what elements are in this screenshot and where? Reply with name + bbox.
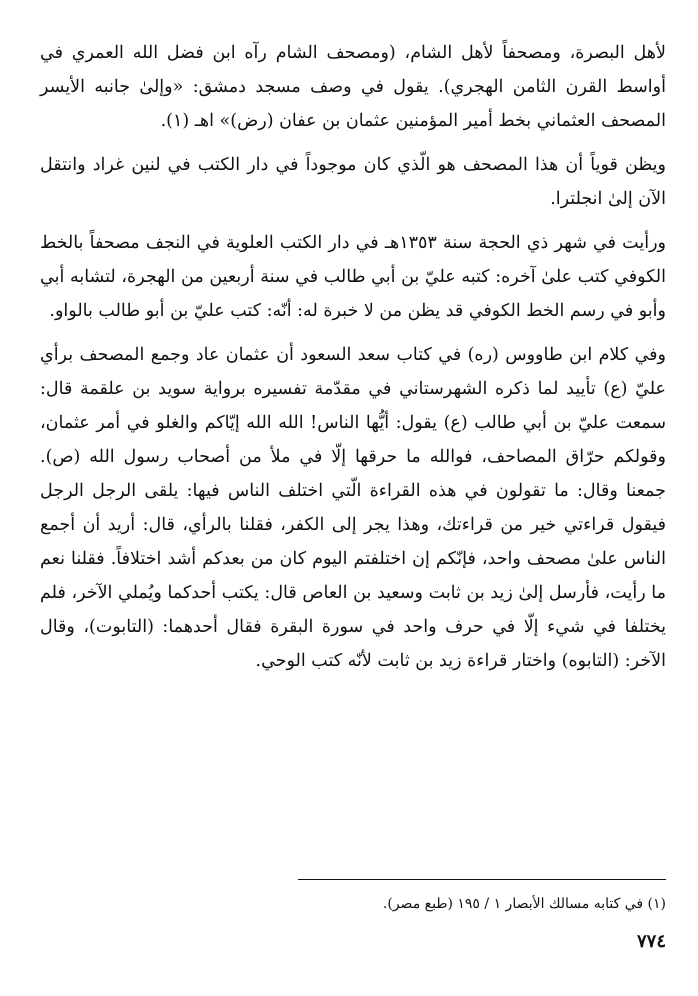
footnote-divider	[298, 879, 666, 880]
paragraph-3: ورأيت في شهر ذي الحجة سنة ١٣٥٣هـ في دار الكتب العلوية في النجف مصحفاً بالخط الكوفي كتب علىٰ آخره: كتبه عليّ بن أبي طالب في سنة أربعين من الهجرة، لتشابه أبي وأبو في رسم الخط الكوفي قد يظن من لا خبرة له: أنّه: كتب عليّ بن أبو طالب بالواو.	[40, 233, 666, 321]
paragraph-4: وفي كلام ابن طاووس (ره) في كتاب سعد السعود أن عثمان عاد وجمع المصحف برأي عليّ (ع) تأييد لما ذكره الشهرستاني في مقدّمة تفسيره برواية سويد بن علقمة قال: سمعت عليّ بن أبي طالب (ع) يقول: أيُّها الناس! الله الله إيّاكم والغلو في أمر عثمان، وقولكم حرّاق المصاحف، فوالله ما حرقها إلّا في ملأ من أصحاب رسول الله (ص). جمعنا وقال: ما تقولون في هذه القراءة الّتي اختلف الناس فيها: يلقى الرجل الرجل فيقول قراءتي خير من قراءتك، وهذا يجر إلى الكفر، فقلنا بالرأي، قال: أريد أن أجمع الناس علىٰ مصحف واحد، فإنّكم إن اختلفتم اليوم كان من بعدكم أشد اختلافاً. فقلنا نعم ما رأيت، فأرسل إلىٰ زيد بن ثابت وسعيد بن العاص قال: يكتب أحدكما ويُملي الآخر، فلم يختلفا في شيء إلّا في حرف واحد في سورة البقرة فقال أحدهما: (التابوت)، وقال الآخر: (التابوه) واختار قراءة زيد بن ثابت لأنّه كتب الوحي.	[40, 345, 666, 671]
paragraph-2: ويظن قوياً أن هذا المصحف هو الّذي كان موجوداً في دار الكتب في لنين غراد وانتقل الآن إلىٰ انجلترا.	[40, 155, 666, 209]
book-page	[40, 0, 666, 996]
paragraph-1: لأهل البصرة، ومصحفاً لأهل الشام، (ومصحف الشام رآه ابن فضل الله العمري في أواسط القرن الثامن الهجري). يقول في وصف مسجد دمشق: «وإلىٰ جانبه الأيسر المصحف العثماني بخط أمير المؤمنين عثمان بن عفان (رض)» اهـ (١).	[40, 43, 666, 131]
page-number: ٧٧٤	[636, 931, 666, 952]
footnote: (١) في كتابه مسالك الأبصار ١ / ١٩٥ (طبع مصر).	[382, 896, 666, 912]
main-text	[40, 36, 666, 688]
